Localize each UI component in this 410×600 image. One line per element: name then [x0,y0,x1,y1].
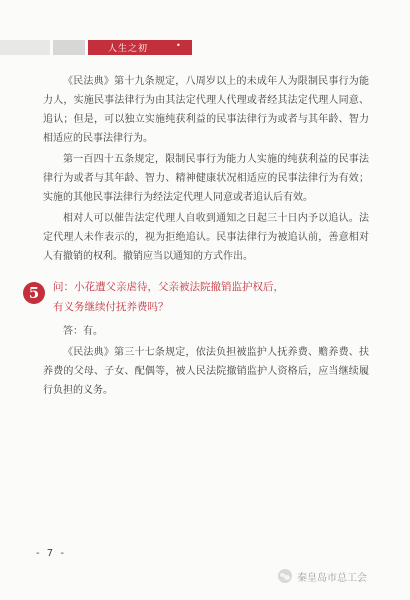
header-grey-block [0,40,50,55]
header-mark: • [176,41,181,50]
content-body [28,72,369,400]
question-block [28,276,369,322]
page-number: - 7 - [36,548,66,559]
answer-detail: 《民法典》第三十七条规定，依法负担被监护人抚养费、赡养费、扶养费的父母、子女、配偶等，被人民法院撤销监护人资格后，应当继续履行负担的义务。 [43,347,369,396]
answer-short: 答：有。 [63,326,103,337]
watermark-text: 秦皇岛市总工会 [297,573,367,584]
question-text [53,277,369,317]
question-line: 有义务继续付抚养费吗？ [53,301,169,313]
wechat-icon [278,569,292,583]
header-grey-block [53,40,85,55]
question-number-badge: 5 [23,282,45,304]
paragraph: 《民法典》第十九条规定，八周岁以上的未成年人为限制民事行为能力人，实施民事法律行为由其法定代理人代理或者经其法定代理人同意、追认；但是，可以独立实施纯获利益的民事法律行为或者与其年龄、智力相适应的民事法律行为。 [43,76,369,144]
paragraph: 相对人可以催告法定代理人自收到通知之日起三十日内予以追认。法定代理人未作表示的，视为拒绝追认。民事法律行为被追认前，善意相对人有撤销的权利。撤销应当以通知的方式作出。 [43,213,369,262]
paragraph: 第一百四十五条规定，限制民事行为能力人实施的纯获利益的民事法律行为或者与其年龄、智力、精神健康状况相适应的民事法律行为有效；实施的其他民事法律行为经法定代理人同意或者追认后有效。 [43,154,369,203]
header-bar [0,40,410,55]
question-line: 问：小花遭父亲虐待，父亲被法院撤销监护权后， [53,281,284,293]
header-title: 人生之初 [108,44,149,54]
